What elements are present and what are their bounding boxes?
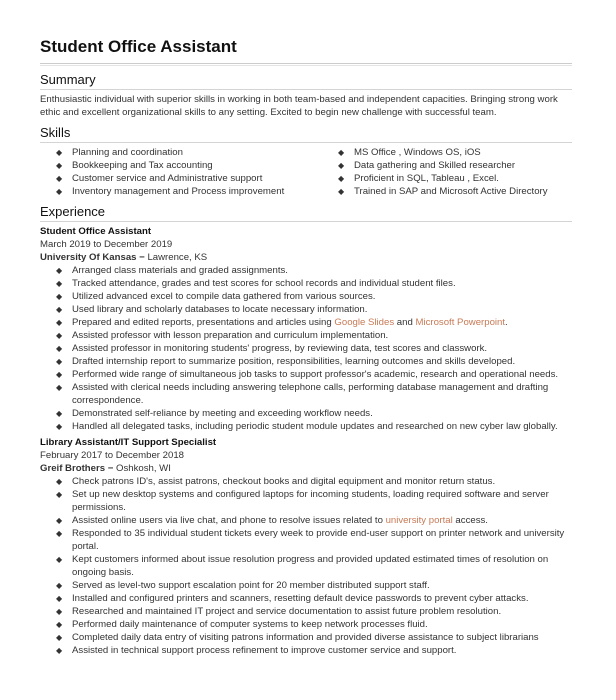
item-text: Responded to 35 individual student tickets every week to provide end-user support on printer network and university portal. — [72, 528, 565, 552]
bullet-icon: ◆ — [56, 555, 63, 564]
bullet-icon: ◆ — [56, 370, 63, 379]
item-text: Installed and configured printers and scanners, resetting default device passwords to prevent cyber attacks. — [72, 593, 529, 604]
list-item — [322, 159, 572, 172]
list-item — [40, 527, 572, 553]
bullet-icon: ◆ — [56, 357, 63, 366]
separator: − — [136, 252, 148, 263]
job-list — [40, 225, 572, 657]
item-text: Researched and maintained IT project and service documentation to assist future problem resolution. — [72, 606, 502, 617]
bullet-icon: ◆ — [56, 305, 63, 314]
list-item — [40, 303, 572, 316]
item-text: Proficient in SQL, Tableau , Excel. — [354, 173, 499, 184]
bullet-icon: ◆ — [56, 607, 63, 616]
list-item — [40, 368, 572, 381]
bullet-icon: ◆ — [56, 620, 63, 629]
summary-section — [40, 72, 572, 119]
item-text: Handled all delegated tasks, including periodic student module updates and researched on new cyber law globally. — [72, 421, 558, 432]
item-text: Assisted professor in monitoring students' progress, by reviewing data, test scores and classwork. — [72, 343, 488, 354]
list-item — [322, 185, 572, 198]
bullet-icon: ◆ — [338, 161, 345, 170]
list-item — [40, 381, 572, 407]
item-text: Completed daily data entry of visiting patrons information and provided diverse assistance to subject librarians — [72, 632, 539, 643]
list-item — [40, 631, 572, 644]
item-text: Assisted with clerical needs including answering telephone calls, performing database management and drafting correspondence. — [72, 382, 549, 406]
item-text: Customer service and Administrative support — [72, 173, 263, 184]
item-text: and — [394, 317, 416, 328]
link[interactable]: university portal — [385, 515, 453, 526]
job-company — [40, 251, 572, 264]
item-text: Performed daily maintenance of computer systems to keep network processes fluid. — [72, 619, 428, 630]
company-name: University Of Kansas — [40, 252, 137, 263]
bullet-icon: ◆ — [56, 581, 63, 590]
bullet-icon: ◆ — [56, 594, 63, 603]
list-item — [40, 420, 572, 433]
bullet-icon: ◆ — [56, 646, 63, 655]
item-text: Assisted in technical support process refinement to improve customer service and support. — [72, 645, 457, 656]
list-item — [40, 146, 322, 159]
bullet-icon: ◆ — [56, 174, 63, 183]
list-item — [40, 553, 572, 579]
job-entry — [40, 436, 572, 657]
item-text: access. — [452, 515, 488, 526]
bullet-icon: ◆ — [56, 516, 63, 525]
list-item — [322, 172, 572, 185]
bullet-icon: ◆ — [56, 529, 63, 538]
list-item — [40, 579, 572, 592]
bullet-icon: ◆ — [56, 331, 63, 340]
item-text: Drafted internship report to summarize position, responsibilities, learning outcomes and skills developed. — [72, 356, 516, 367]
resume — [40, 36, 572, 663]
company-location: Lawrence, KS — [147, 252, 208, 263]
item-text: Arranged class materials and graded assignments. — [72, 265, 288, 276]
job-title: Library Assistant/IT Support Specialist — [40, 437, 217, 448]
summary-heading: Summary — [40, 72, 572, 90]
bullet-icon: ◆ — [56, 318, 63, 327]
job-dates: February 2017 to December 2018 — [40, 450, 184, 461]
job-title: Student Office Assistant — [40, 226, 152, 237]
list-item — [40, 618, 572, 631]
resume-title: Student Office Assistant — [40, 37, 237, 56]
bullet-icon: ◆ — [338, 148, 345, 157]
bullet-icon: ◆ — [338, 187, 345, 196]
bullet-icon: ◆ — [56, 187, 63, 196]
skills-heading: Skills — [40, 125, 572, 143]
item-text: Served as level-two support escalation point for 20 member distributed support staff. — [72, 580, 430, 591]
link[interactable]: Google Slides — [334, 317, 395, 328]
skills-section — [40, 125, 572, 198]
title-divider — [40, 63, 572, 66]
experience-heading: Experience — [40, 204, 572, 222]
list-item — [40, 592, 572, 605]
list-item — [40, 290, 572, 303]
bullet-icon: ◆ — [56, 344, 63, 353]
bullet-icon: ◆ — [56, 633, 63, 642]
bullet-icon: ◆ — [56, 161, 63, 170]
item-text: . — [505, 317, 508, 328]
item-text: Tracked attendance, grades and test scores for school records and individual student files. — [72, 278, 456, 289]
link[interactable]: Microsoft Powerpoint — [415, 317, 506, 328]
list-item — [40, 277, 572, 290]
item-text: Inventory management and Process improvement — [72, 186, 285, 197]
job-company — [40, 462, 572, 475]
job-dates: March 2019 to December 2019 — [40, 239, 173, 250]
bullet-icon: ◆ — [56, 148, 63, 157]
item-text: Assisted professor with lesson preparation and curriculum implementation. — [72, 330, 389, 341]
item-text: MS Office , Windows OS, iOS — [354, 147, 481, 158]
bullet-icon: ◆ — [56, 292, 63, 301]
list-item — [40, 514, 572, 527]
item-text: Check patrons ID's, assist patrons, checkout books and digital equipment and monitor return status. — [72, 476, 496, 487]
list-item — [40, 342, 572, 355]
skills-list-left — [40, 146, 322, 198]
list-item — [40, 185, 322, 198]
bullet-icon: ◆ — [56, 279, 63, 288]
list-item — [40, 407, 572, 420]
bullet-icon: ◆ — [56, 422, 63, 431]
item-text: Bookkeeping and Tax accounting — [72, 160, 213, 171]
bullet-icon: ◆ — [56, 409, 63, 418]
item-text: Kept customers informed about issue resolution progress and provided updated estimated times of resolution on ongoing basis. — [72, 554, 549, 578]
item-text: Planning and coordination — [72, 147, 183, 158]
bullet-icon: ◆ — [56, 490, 63, 499]
item-text: Assisted online users via live chat, and phone to resolve issues related to — [72, 515, 386, 526]
separator: − — [105, 463, 116, 474]
company-name: Greif Brothers — [40, 463, 106, 474]
item-text: Data gathering and Skilled researcher — [354, 160, 516, 171]
item-text: Utilized advanced excel to compile data gathered from various sources. — [72, 291, 376, 302]
item-text: Demonstrated self-reliance by meeting and exceeding workflow needs. — [72, 408, 373, 419]
list-item — [322, 146, 572, 159]
bullet-icon: ◆ — [56, 266, 63, 275]
item-text: Trained in SAP and Microsoft Active Directory — [354, 186, 548, 197]
experience-section — [40, 204, 572, 657]
list-item — [40, 329, 572, 342]
list-item — [40, 172, 322, 185]
bullet-icon: ◆ — [56, 383, 63, 392]
item-text: Prepared and edited reports, presentations and articles using — [72, 317, 335, 328]
job-entry — [40, 225, 572, 433]
company-location: Oshkosh, WI — [115, 463, 171, 474]
skills-list-right — [322, 146, 572, 198]
summary-text: Enthusiastic individual with superior skills in working in both team-based and independent capacities. Bringing strong work ethic and excellent organizational skills to any setting. Excited to begin new challenge with successful team. — [40, 94, 558, 118]
job-bullets — [40, 475, 572, 657]
list-item — [40, 475, 572, 488]
item-text: Set up new desktop systems and configured laptops for incoming students, loading required software and server permissions. — [72, 489, 549, 513]
list-item — [40, 605, 572, 618]
bullet-icon: ◆ — [338, 174, 345, 183]
list-item — [40, 264, 572, 277]
list-item — [40, 644, 572, 657]
item-text: Performed wide range of simultaneous job tasks to support professor's academic, research and operational needs. — [72, 369, 559, 380]
bullet-icon: ◆ — [56, 477, 63, 486]
list-item — [40, 159, 322, 172]
list-item — [40, 488, 572, 514]
list-item — [40, 355, 572, 368]
job-bullets — [40, 264, 572, 433]
list-item — [40, 316, 572, 329]
item-text: Used library and scholarly databases to locate necessary information. — [72, 304, 368, 315]
